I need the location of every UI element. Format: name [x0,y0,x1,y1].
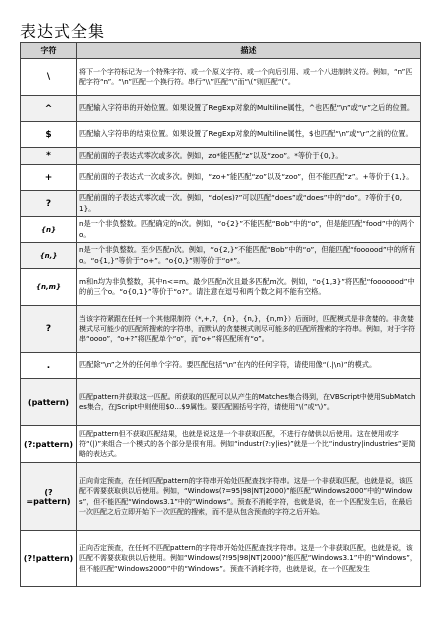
row-description: 匹配pattern并获取这一匹配。所获取的匹配可以从产生的Matches集合得到，在VBScript中使用SubMatches集合，在JScript中则使用$0…$9属性。要匹配圆括号字符，请使用“\(”或“\)”。 [77,379,421,426]
table-row [21,217,421,243]
table-row [21,243,421,269]
row-description: 匹配前面的子表达式零次或多次。例如，zo*能匹配“z”以及“zoo”。*等价于{0,}。 [77,148,421,165]
row-symbol: {n,} [21,243,77,269]
table-row [21,165,421,191]
row-symbol: ? [21,306,77,353]
row-symbol: . [21,353,77,379]
row-symbol: \ [21,59,77,96]
table-row [21,306,421,353]
row-symbol: ^ [21,96,77,122]
row-description: 匹配pattern但不获取匹配结果，也就是说这是一个非获取匹配，不进行存储供以后使用。这在使用或字符“(|)”来组合一个模式的各个部分是很有用。例如“industr(?:y|ies)”就是一个比“industry|industries”更简略的表达式。 [77,426,421,463]
table-row [21,96,421,122]
row-description: n是一个非负整数。匹配确定的n次。例如，“o{2}”不能匹配“Bob”中的“o”，但是能匹配“food”中的两个o。 [77,217,421,243]
row-description: 将下一个字符标记为一个特殊字符、或一个原义字符、或一个向后引用、或一个八进制转义符。例如，“n”匹配字符“n”。“\n”匹配一个换行符。串行“\\”匹配“\”而“\(”则匹配“(”。 [77,59,421,96]
table-row [21,463,421,531]
row-description: 匹配前面的子表达式零次或一次。例如，“do(es)?”可以匹配“does”或“does”中的“do”。?等价于{0,1}。 [77,191,421,217]
row-symbol: * [21,148,77,165]
row-symbol: (?!pattern) [21,531,77,587]
table-row [21,148,421,165]
row-description: m和n均为非负整数，其中n<=m。最少匹配n次且最多匹配m次。例如，“o{1,3}”将匹配“fooooood”中的前三个o。“o{0,1}”等价于“o?”。请注意在逗号和两个数之间不能有空格。 [77,269,421,306]
row-symbol: ? [21,191,77,217]
table-row [21,191,421,217]
row-description: 正向否定预查，在任何不匹配pattern的字符串开始处匹配查找字符串。这是一个非获取匹配，也就是说，该匹配不需要获取供以后使用。例如“Windows(?!95|98|NT|2000)”能匹配“Windows3.1”中的“Windows”，但不能匹配“Windows2000”中的“Windows”。预查不消耗字符，也就是说，在一个匹配发生 [77,531,421,587]
row-description: 正向肯定预查，在任何匹配pattern的字符串开始处匹配查找字符串。这是一个非获取匹配，也就是说，该匹配不需要获取供以后使用。例如，“Windows(?=95|98|NT|2000)”能匹配“Windows2000”中的“Windows”，但不能匹配“Windows3.1”中的“Windows”。预查不消耗字符，也就是说，在一个匹配发生后，在最后一次匹配之后立即开始下一次匹配的搜索，而不是从包含预查的字符之后开始。 [77,463,421,531]
table-row [21,426,421,463]
row-symbol: {n} [21,217,77,243]
row-symbol: $ [21,122,77,148]
table-row [21,379,421,426]
row-description: 匹配输入字符串的开始位置。如果设置了RegExp对象的Multiline属性，^也匹配“\n”或“\r”之后的位置。 [77,96,421,122]
row-description: n是一个非负整数。至少匹配n次。例如，“o{2,}”不能匹配“Bob”中的“o”，但能匹配“foooood”中的所有o。“o{1,}”等价于“o+”。“o{0,}”则等价于“o*”。 [77,243,421,269]
table-row [21,122,421,148]
row-symbol: (?:pattern) [21,426,77,463]
row-symbol: (?=pattern) [21,463,77,531]
header-desc: 描述 [77,43,421,59]
row-symbol: + [21,165,77,191]
table-header-row [21,43,421,59]
row-description: 匹配前面的子表达式一次或多次。例如，“zo+”能匹配“zo”以及“zoo”，但不能匹配“z”。+等价于{1,}。 [77,165,421,191]
page-title: 表达式全集 [20,22,106,41]
table-row [21,59,421,96]
row-description: 当该字符紧跟在任何一个其他限制符（*,+,?，{n}，{n,}，{n,m}）后面时，匹配模式是非贪婪的。非贪婪模式尽可能少的匹配所搜索的字符串，而默认的贪婪模式则尽可能多的匹配所搜索的字符串。例如，对于字符串“oooo”，“o+?”将匹配单个“o”，而“o+”将匹配所有“o”。 [77,306,421,353]
row-symbol: (pattern) [21,379,77,426]
header-char: 字符 [21,43,77,59]
regex-syntax-table [20,42,421,587]
table-row [21,269,421,306]
table-row [21,353,421,379]
table-row [21,531,421,587]
row-symbol: {n,m} [21,269,77,306]
row-description: 匹配除“\n”之外的任何单个字符。要匹配包括“\n”在内的任何字符，请使用像“(.|\n)”的模式。 [77,353,421,379]
row-description: 匹配输入字符串的结束位置。如果设置了RegExp对象的Multiline属性，$也匹配“\n”或“\r”之前的位置。 [77,122,421,148]
